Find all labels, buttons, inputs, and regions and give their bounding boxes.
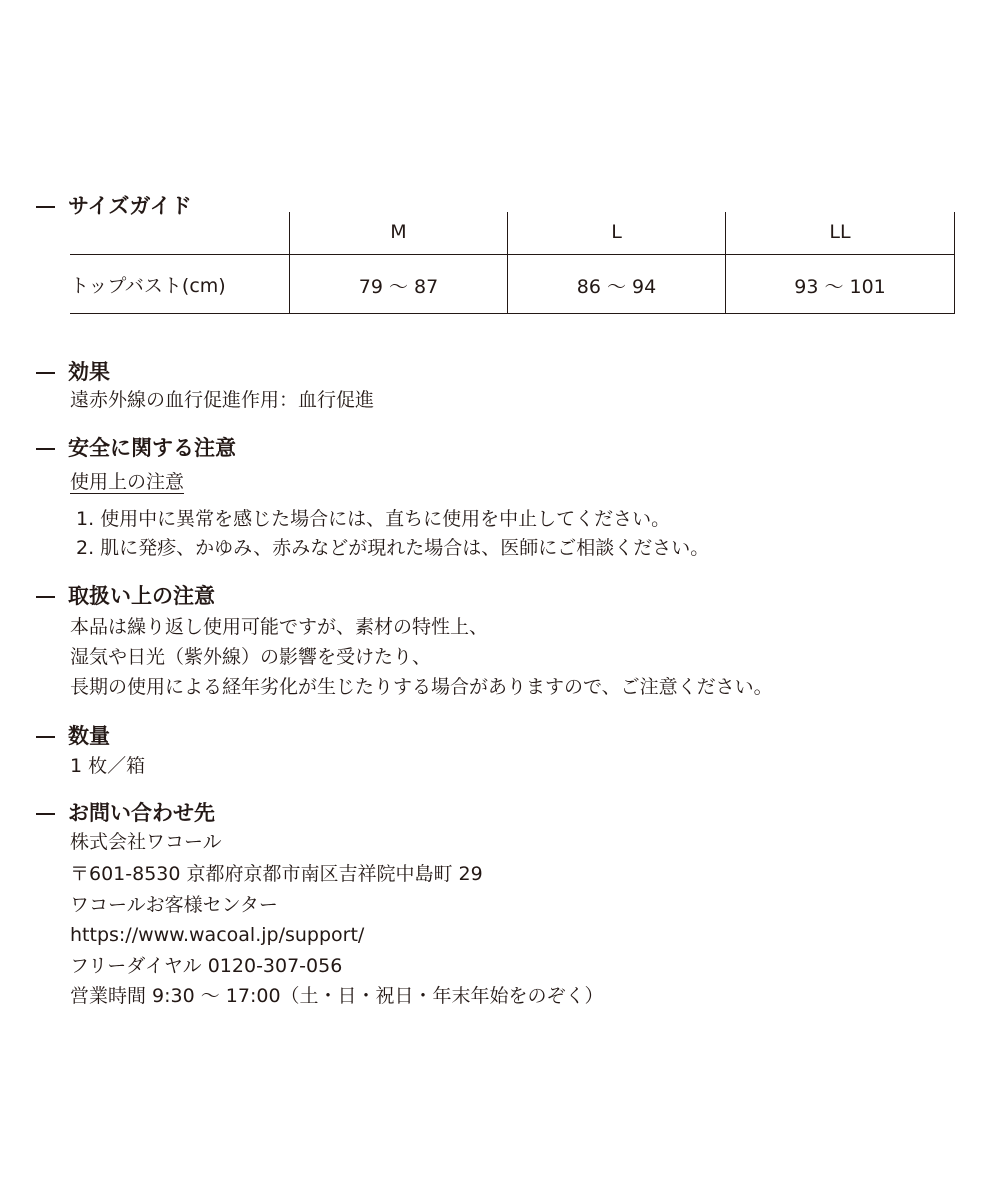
safety-heading-text: 安全に関する注意 xyxy=(68,436,236,460)
dash-icon xyxy=(36,448,55,450)
handling-line-1: 本品は繰り返し使用可能ですが、素材の特性上、 xyxy=(70,616,489,638)
size-table xyxy=(70,212,955,314)
quantity-text: 1 枚／箱 xyxy=(70,755,146,777)
column-header-m: M xyxy=(390,221,407,243)
contact-heading-text: お問い合わせ先 xyxy=(68,801,215,825)
size-guide-heading-text: サイズガイド xyxy=(68,194,192,218)
handling-heading xyxy=(36,586,215,607)
dash-icon xyxy=(36,372,55,374)
contact-center: ワコールお客様センター xyxy=(70,894,278,916)
column-header-l: L xyxy=(611,221,622,243)
value-ll: 93 〜 101 xyxy=(794,276,886,298)
value-m: 79 〜 87 xyxy=(358,276,439,298)
dash-icon xyxy=(36,596,55,598)
safety-item-2: 2. 肌に発疹、かゆみ、赤みなどが現れた場合は、医師にご相談ください。 xyxy=(76,537,710,559)
usage-caution-subheading: 使用上の注意 xyxy=(70,471,185,493)
safety-heading xyxy=(36,438,236,459)
table-divider-4 xyxy=(954,212,955,314)
contact-phone: フリーダイヤル 0120-307-056 xyxy=(70,955,343,977)
handling-heading-text: 取扱い上の注意 xyxy=(68,584,215,608)
table-rule-bottom xyxy=(70,313,955,314)
column-header-ll: LL xyxy=(829,221,851,243)
effect-text: 遠赤外線の血行促進作用：血行促進 xyxy=(70,389,375,411)
dash-icon xyxy=(36,206,55,208)
handling-line-3: 長期の使用による経年劣化が生じたりする場合がありますので、ご注意ください。 xyxy=(70,676,773,698)
dash-icon xyxy=(36,813,55,815)
contact-company: 株式会社ワコール xyxy=(70,831,222,853)
quantity-heading-text: 数量 xyxy=(68,724,110,748)
safety-item-1: 1. 使用中に異常を感じた場合には、直ちに使用を中止してください。 xyxy=(76,508,671,530)
quantity-heading xyxy=(36,726,110,747)
contact-heading xyxy=(36,803,215,824)
value-l: 86 〜 94 xyxy=(576,276,657,298)
table-rule-middle xyxy=(70,254,955,255)
effect-heading-text: 効果 xyxy=(68,360,110,384)
contact-hours: 営業時間 9:30 〜 17:00（土・日・祝日・年末年始をのぞく） xyxy=(70,985,604,1007)
handling-line-2: 湿気や日光（紫外線）の影響を受けたり、 xyxy=(70,646,432,668)
effect-heading xyxy=(36,362,110,383)
contact-url: https://www.wacoal.jp/support/ xyxy=(70,924,365,946)
contact-address: 〒601-8530 京都府京都市南区吉祥院中島町 29 xyxy=(70,863,483,885)
dash-icon xyxy=(36,736,55,738)
row-label: トップバスト(cm) xyxy=(70,275,226,297)
